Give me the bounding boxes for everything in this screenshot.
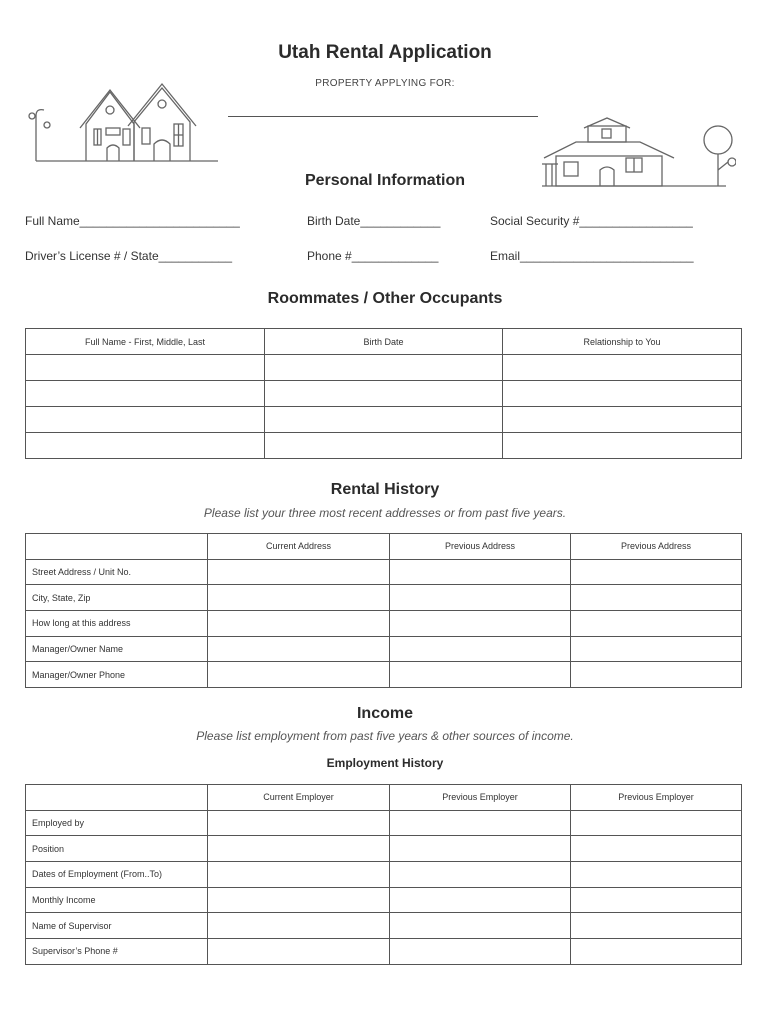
previous-employer-cell[interactable] <box>571 836 742 862</box>
previous-employer-cell[interactable] <box>571 887 742 913</box>
current-address-cell[interactable] <box>208 611 390 637</box>
current-address-cell[interactable] <box>208 585 390 611</box>
column-header: Current Employer <box>208 785 390 811</box>
previous-address-cell[interactable] <box>390 662 571 688</box>
previous-address-cell[interactable] <box>390 636 571 662</box>
name-cell[interactable] <box>26 407 265 433</box>
relationship-cell[interactable] <box>503 381 742 407</box>
current-address-cell[interactable] <box>208 636 390 662</box>
current-employer-cell[interactable] <box>208 913 390 939</box>
personal-info-heading: Personal Information <box>304 172 466 189</box>
column-header: Relationship to You <box>503 329 742 355</box>
birth-date-field[interactable]: Birth Date____________ <box>307 214 441 228</box>
row-label: Employed by <box>26 810 208 836</box>
income-heading: Income <box>356 705 413 722</box>
previous-employer-cell[interactable] <box>571 862 742 888</box>
previous-address-cell[interactable] <box>390 611 571 637</box>
previous-employer-cell[interactable] <box>390 913 571 939</box>
table-row <box>26 407 742 433</box>
rental-history-table <box>25 533 742 688</box>
row-label: City, State, Zip <box>26 585 208 611</box>
previous-employer-cell[interactable] <box>390 862 571 888</box>
rental-history-heading: Rental History <box>330 481 440 498</box>
name-cell[interactable] <box>26 381 265 407</box>
previous-employer-cell[interactable] <box>571 810 742 836</box>
current-employer-cell[interactable] <box>208 862 390 888</box>
page-title: Utah Rental Application <box>278 42 492 63</box>
birth-date-cell[interactable] <box>265 381 503 407</box>
column-header: Previous Employer <box>571 785 742 811</box>
property-label: PROPERTY APPLYING FOR: <box>315 78 455 89</box>
table-row <box>26 810 742 836</box>
column-header: Birth Date <box>265 329 503 355</box>
current-employer-cell[interactable] <box>208 836 390 862</box>
previous-employer-cell[interactable] <box>390 836 571 862</box>
table-row <box>26 939 742 965</box>
rental-history-note: Please list your three most recent addresses or from past five years. <box>203 506 567 520</box>
table-row <box>26 662 742 688</box>
birth-date-cell[interactable] <box>265 355 503 381</box>
table-row <box>26 836 742 862</box>
employment-history-heading: Employment History <box>326 756 444 770</box>
row-label: Position <box>26 836 208 862</box>
table-row <box>26 355 742 381</box>
column-header: Previous Address <box>571 534 742 560</box>
previous-address-cell[interactable] <box>390 585 571 611</box>
column-header: Current Address <box>208 534 390 560</box>
row-label: Manager/Owner Name <box>26 636 208 662</box>
column-header <box>26 785 208 811</box>
column-header: Previous Employer <box>390 785 571 811</box>
email-field[interactable]: Email__________________________ <box>490 249 694 263</box>
table-row <box>26 862 742 888</box>
roommates-table <box>25 328 742 459</box>
birth-date-cell[interactable] <box>265 433 503 459</box>
license-field[interactable]: Driver’s License # / State___________ <box>25 249 233 263</box>
full-name-field[interactable]: Full Name________________________ <box>25 214 240 228</box>
row-label: Name of Supervisor <box>26 913 208 939</box>
table-header-row <box>26 329 742 355</box>
table-row <box>26 381 742 407</box>
table-row <box>26 887 742 913</box>
current-employer-cell[interactable] <box>208 810 390 836</box>
previous-address-cell[interactable] <box>571 636 742 662</box>
phone-field[interactable]: Phone #_____________ <box>307 249 439 263</box>
row-label: Street Address / Unit No. <box>26 559 208 585</box>
previous-address-cell[interactable] <box>571 662 742 688</box>
previous-address-cell[interactable] <box>571 611 742 637</box>
table-row <box>26 585 742 611</box>
table-row <box>26 913 742 939</box>
current-address-cell[interactable] <box>208 662 390 688</box>
previous-address-cell[interactable] <box>571 585 742 611</box>
row-label: Monthly Income <box>26 887 208 913</box>
current-employer-cell[interactable] <box>208 887 390 913</box>
name-cell[interactable] <box>26 433 265 459</box>
previous-address-cell[interactable] <box>571 559 742 585</box>
name-cell[interactable] <box>26 355 265 381</box>
column-header: Previous Address <box>390 534 571 560</box>
previous-address-cell[interactable] <box>390 559 571 585</box>
roommates-heading: Roommates / Other Occupants <box>267 290 503 307</box>
column-header <box>26 534 208 560</box>
previous-employer-cell[interactable] <box>390 939 571 965</box>
row-label: Dates of Employment (From..To) <box>26 862 208 888</box>
previous-employer-cell[interactable] <box>571 939 742 965</box>
relationship-cell[interactable] <box>503 433 742 459</box>
ssn-field[interactable]: Social Security #_________________ <box>490 214 693 228</box>
income-note: Please list employment from past five years & other sources of income. <box>196 729 574 743</box>
relationship-cell[interactable] <box>503 407 742 433</box>
property-input-line[interactable] <box>228 116 538 117</box>
row-label: How long at this address <box>26 611 208 637</box>
current-address-cell[interactable] <box>208 559 390 585</box>
table-row <box>26 636 742 662</box>
relationship-cell[interactable] <box>503 355 742 381</box>
employment-history-table <box>25 784 742 965</box>
current-employer-cell[interactable] <box>208 939 390 965</box>
column-header: Full Name - First, Middle, Last <box>26 329 265 355</box>
previous-employer-cell[interactable] <box>390 810 571 836</box>
row-label: Supervisor’s Phone # <box>26 939 208 965</box>
previous-employer-cell[interactable] <box>571 913 742 939</box>
table-header-row <box>26 534 742 560</box>
table-row <box>26 559 742 585</box>
birth-date-cell[interactable] <box>265 407 503 433</box>
row-label: Manager/Owner Phone <box>26 662 208 688</box>
table-header-row <box>26 785 742 811</box>
houses-streetlamp-icon <box>22 66 222 166</box>
table-row <box>26 433 742 459</box>
table-row <box>26 611 742 637</box>
previous-employer-cell[interactable] <box>390 887 571 913</box>
